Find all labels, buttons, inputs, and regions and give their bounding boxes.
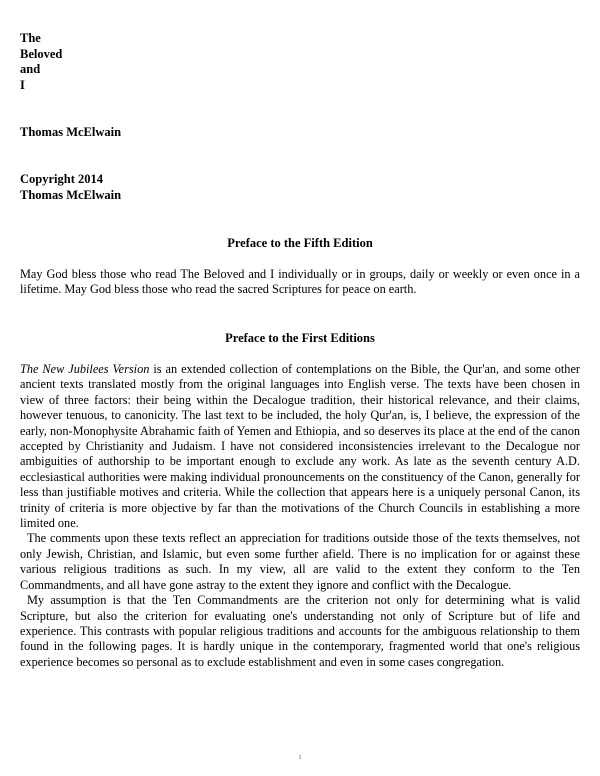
- version-title: The New Jubilees Version: [20, 362, 150, 376]
- author-name: Thomas McElwain: [20, 125, 122, 139]
- preface-first-paragraph-3: My assumption is that the Ten Commandments are the criterion not only for determining what is valid Scripture, but also the criterion for evaluating one's understanding not only of Scripture but of life and experience. This contrasts with popular religious traditions and accounts for the ambiguous relationship to them found in the following pages. It is hardly unique in the contemporary, fragmented world that one's religious experience becomes so personal as to exclude establishment and even in some cases congregation.: [20, 593, 580, 669]
- preface-fifth-heading: Preface to the Fifth Edition: [227, 236, 373, 250]
- copyright-notice: [20, 172, 121, 203]
- preface-first-body: [20, 362, 580, 670]
- title-line: Beloved: [20, 46, 63, 61]
- title-line: and: [20, 62, 41, 76]
- title-line: I: [20, 77, 25, 92]
- paragraph-1-text: is an extended collection of contemplations on the Bible, the Qur'an, and some other ancient texts translated mostly from the original languages into English verse. The texts have been chosen in view of three factors: their being within the Decalogue tradition, their historical relevance, and their claims, however tenuous, to canonicity. The last text to be included, the holy Qur'an, is, I believe, the expression of the early, non-Monophysite Abrahamic faith of Yemen and Ethiopia, and so deserves its place at the end of the canon accepted by Christianity and Judaism. I have not considered inconsistencies irrelevant to the Decalogue nor ambiguities of authorship to be important enough to exclude any work. As late as the seventh century A.D. ecclesiastical authorities were making individual pronouncements on the constituency of the Canon, generally for less than justifiable motives and criteria. While the collection that appears here is a uniquely personal Canon, its trinity of criteria is more objective by far than the motivations of the Church Councils in establishing a more limited one.: [20, 362, 580, 531]
- page-number: 1: [298, 755, 302, 761]
- document-page: [20, 0, 580, 776]
- preface-fifth-paragraph: May God bless those who read The Beloved and I individually or in groups, daily or weekly or even once in a lifetime. May God bless those who read the sacred Scriptures for peace on earth.: [20, 267, 580, 297]
- book-title: [20, 31, 62, 93]
- preface-first-paragraph-1: [20, 362, 580, 531]
- preface-first-heading: Preface to the First Editions: [225, 331, 375, 345]
- title-line: The: [20, 31, 41, 45]
- copyright-year: Copyright 2014: [20, 172, 103, 186]
- copyright-holder: Thomas McElwain: [20, 187, 122, 202]
- preface-first-paragraph-2: The comments upon these texts reflect an appreciation for traditions outside those of the texts themselves, not only Jewish, Christian, and Islamic, but even some further afield. There is no implication for or against these various religious traditions as such. In my view, all are valid to the extent they conform to the Ten Commandments, and all have gone astray to the extent they ignore and conflict with the Decalogue.: [20, 531, 580, 592]
